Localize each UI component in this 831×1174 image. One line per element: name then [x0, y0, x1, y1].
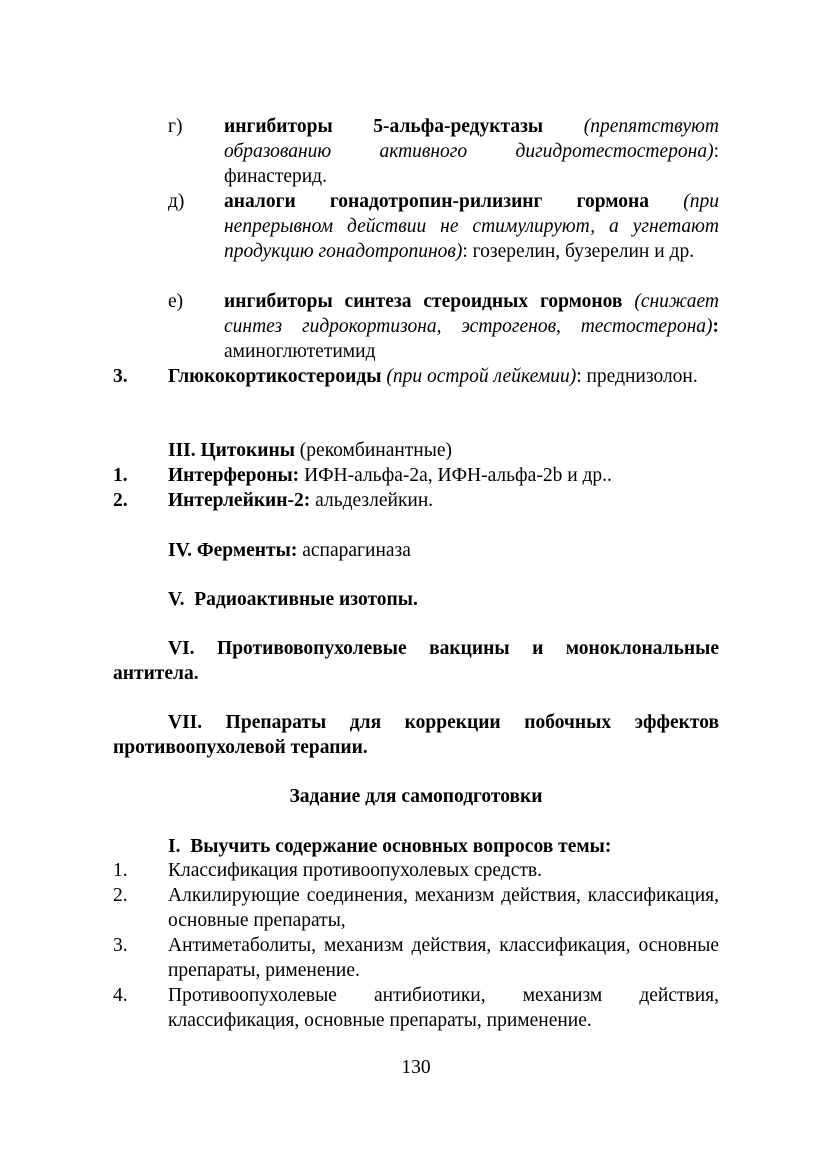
item-note: (при непрерывном действии не стимулируют, а угнетают продукцию гонадотропинов)	[224, 191, 720, 262]
list-number: 1.	[113, 860, 128, 881]
page-number: 130	[401, 1057, 431, 1078]
item-drugs: гозерелин, бузерелин и др.	[467, 241, 695, 262]
item-term: аналоги гонадотропин-рилизинг гормона	[224, 191, 650, 212]
list-number: 4.	[113, 985, 128, 1006]
item-term: ингибиторы 5-альфа-редуктазы	[224, 116, 544, 137]
list-item: Алкилирующие соединения, механизм действия, классификация, основные препараты,	[168, 885, 719, 931]
item-drugs: : преднизолон.	[576, 366, 698, 387]
item-term: Глюкокортикостероиды	[168, 366, 382, 387]
section-heading: V. Радиоактивные изотопы.	[168, 589, 418, 610]
list-label: д)	[168, 191, 185, 212]
heading-text: IV. Ферменты:	[168, 540, 298, 561]
list-item	[224, 289, 719, 364]
section-heading: I. Выучить содержание основных вопросов темы:	[168, 836, 612, 857]
item-drugs: финастерид.	[224, 166, 327, 187]
item-separator: :	[713, 141, 719, 162]
list-number: 3.	[113, 366, 128, 387]
heading-text: III. Цитокины	[168, 440, 295, 461]
item-drugs: альдезлейкин.	[310, 490, 434, 511]
section-title: Задание для самоподготовки	[289, 786, 543, 807]
list-label: е)	[168, 291, 184, 312]
item-term: Интерлейкин-2:	[168, 490, 311, 511]
section-heading: VII. Препараты для коррекции побочных эффектов противоопухолевой терапии.	[113, 712, 719, 758]
section-heading	[168, 538, 719, 563]
item-separator: :	[712, 316, 719, 337]
list-number: 2.	[113, 885, 128, 906]
item-drugs: аминоглютетимид	[224, 341, 376, 362]
item-note: (препятствуют образованию активного дигидротестостерона)	[224, 116, 720, 162]
item-term: Интерфероны:	[168, 465, 300, 486]
list-item: Классификация противоопухолевых средств.	[168, 860, 542, 881]
item-note: (снижает синтез гидрокортизона, эстрогенов, тестостерона)	[224, 291, 720, 337]
list-label: г)	[168, 116, 183, 137]
item-drugs: ИФН-альфа-2а, ИФН-альфа-2b и др..	[299, 465, 612, 486]
item-note: (при острой лейкемии)	[386, 366, 577, 387]
list-number: 3.	[113, 935, 128, 956]
list-number: 1.	[113, 465, 128, 486]
list-item: Противоопухолевые антибиотики, механизм действия, классификация, основные препараты, применение.	[168, 985, 719, 1031]
heading-note: (рекомбинантные)	[294, 440, 452, 461]
list-item: Антиметаболиты, механизм действия, классификация, основные препараты, рименение.	[168, 935, 719, 981]
list-item	[224, 189, 719, 264]
list-item	[168, 364, 719, 389]
list-item	[168, 488, 719, 513]
section-heading: VI. Противовопухолевые вакцины и моноклональные антитела.	[113, 638, 719, 684]
list-item	[168, 463, 719, 488]
heading-rest: аспарагиназа	[297, 540, 411, 561]
list-item	[224, 114, 719, 189]
item-term: ингибиторы синтеза стероидных гормонов	[224, 291, 623, 312]
list-number: 2.	[113, 490, 128, 511]
section-heading	[168, 438, 719, 463]
item-separator: :	[462, 241, 468, 262]
